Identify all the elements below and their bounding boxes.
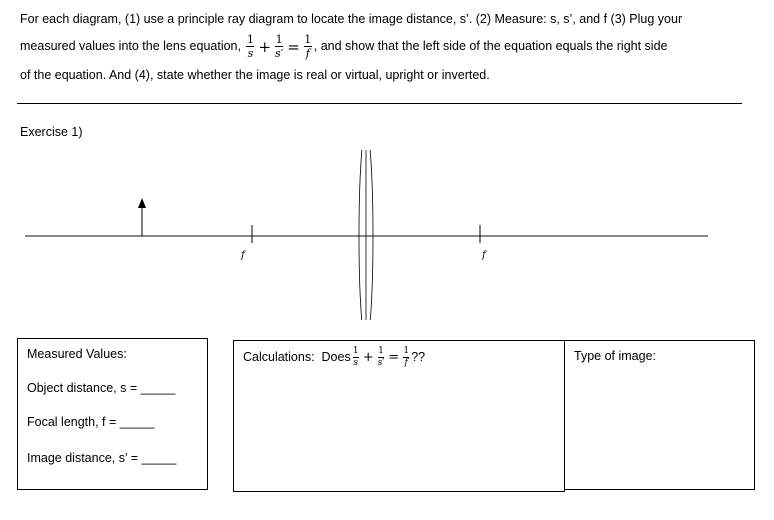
fraction-1-over-s-prime: $\frac{1}{s'}$ <box>275 33 284 60</box>
plus-sign: + <box>258 37 272 56</box>
calculations-box[interactable] <box>233 340 565 492</box>
instruction-line-3: of the equation. And (4), state whether the image is real or virtual, upright or inverted. <box>20 68 490 82</box>
instruction-text: , and show that the left side of the equation equals the right side <box>313 38 668 53</box>
calculations-header: Calculations: Does $\frac{1}{s}$ + $\frac{1}{s'}$ = $\frac{1}{f}$ ?? <box>243 346 426 368</box>
type-of-image-box[interactable] <box>564 340 755 490</box>
instruction-text: measured values into the lens equation, <box>20 38 241 53</box>
equals-sign: = <box>287 37 300 56</box>
type-of-image-title: Type of image: <box>574 349 656 363</box>
divider <box>17 103 742 104</box>
arrow-head-icon <box>138 198 146 208</box>
fraction-1-over-f: $\frac{1}{f}$ <box>304 33 312 60</box>
instruction-line-1: For each diagram, (1) use a principle ray diagram to locate the image distance, s’. (2) Measure: s, s’, and f (3) Plug your <box>20 12 683 26</box>
instruction-line-2 <box>20 34 668 59</box>
object-distance-field[interactable]: Object distance, s = _____ <box>27 381 176 395</box>
image-distance-field[interactable]: Image distance, s’ = _____ <box>27 451 177 465</box>
focal-label-right: f <box>482 250 486 261</box>
measured-values-box <box>17 338 208 490</box>
exercise-label: Exercise 1) <box>20 125 83 139</box>
focal-label-left: f <box>241 250 245 261</box>
ray-diagram <box>0 150 774 320</box>
measured-values-title: Measured Values: <box>27 347 127 361</box>
focal-length-field[interactable]: Focal length, f = _____ <box>27 415 155 429</box>
fraction-1-over-s: $\frac{1}{s}$ <box>246 33 254 60</box>
